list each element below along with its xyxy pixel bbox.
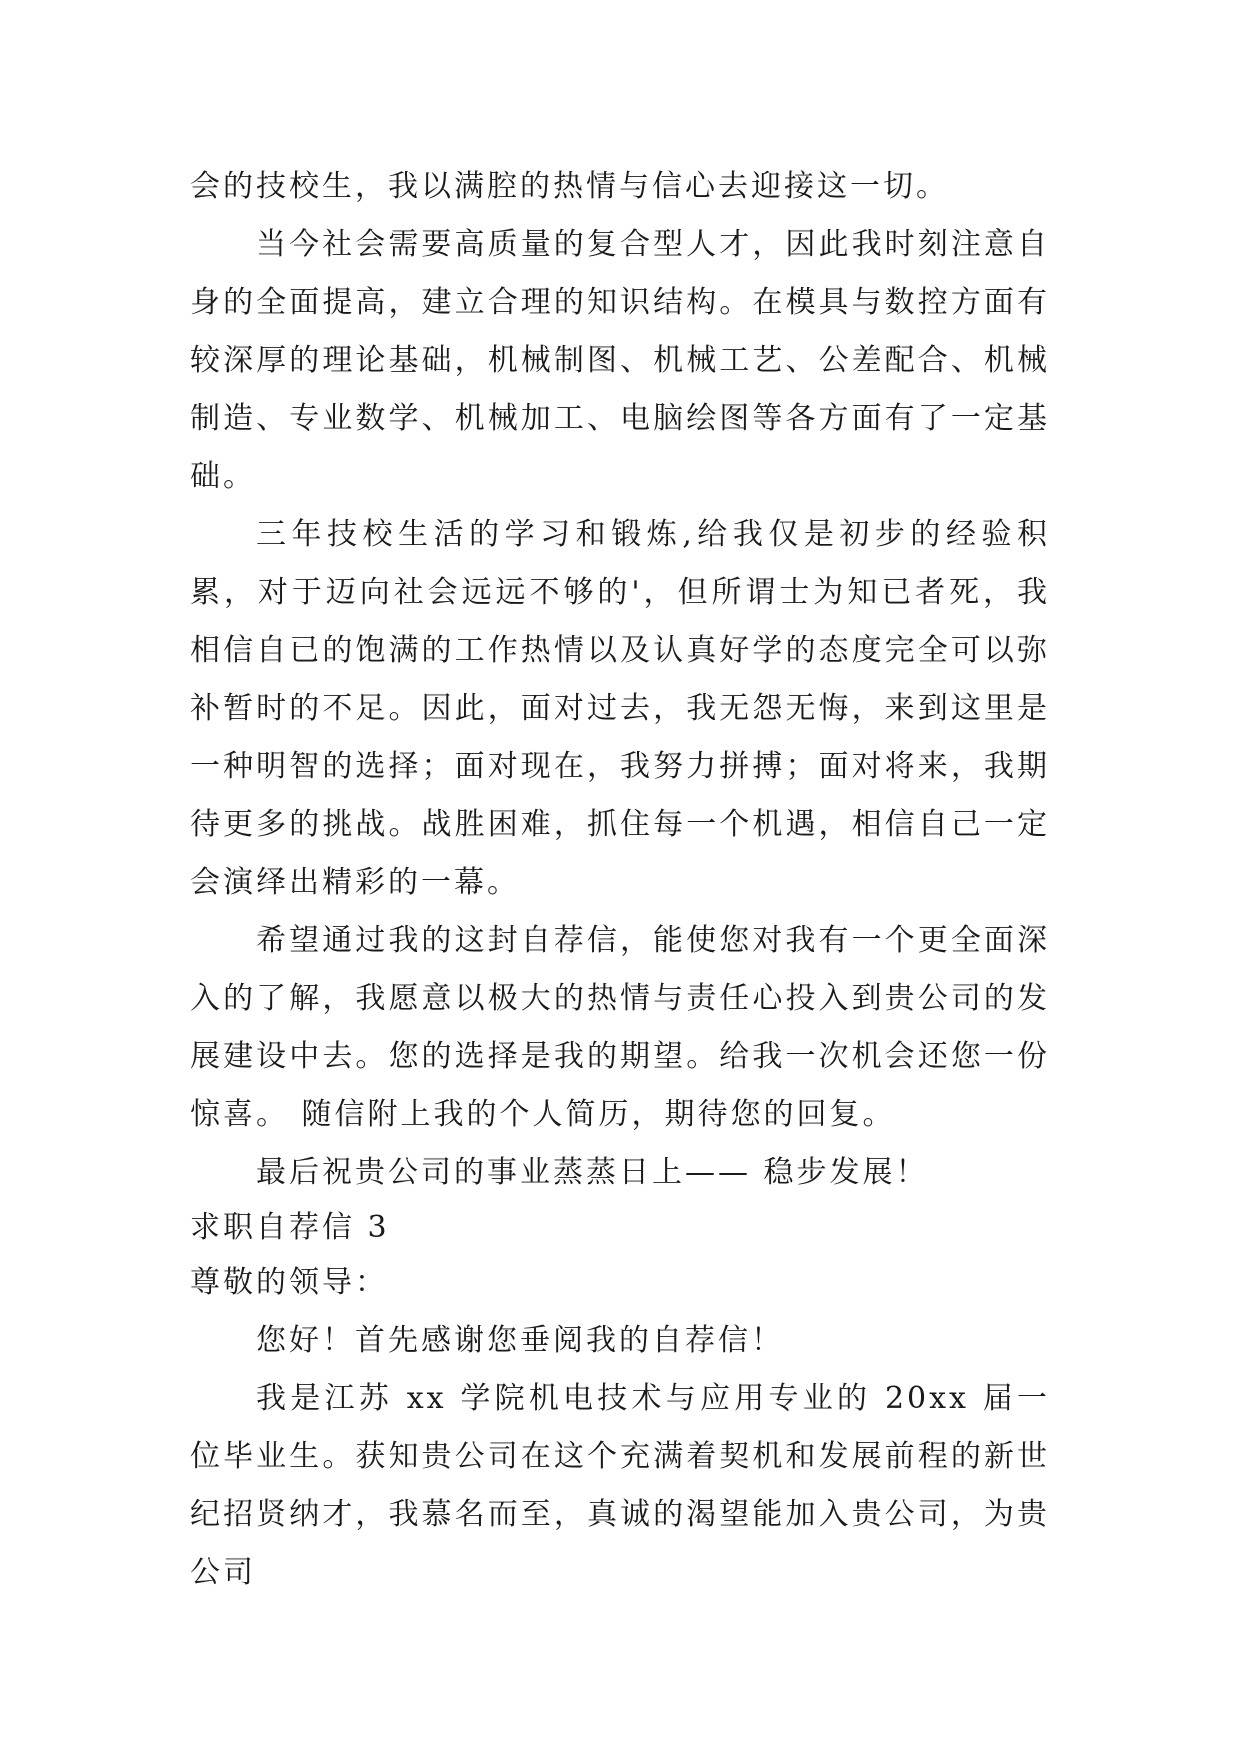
- paragraph-2: 当今社会需要高质量的复合型人才，因此我时刻注意自身的全面提高，建立合理的知识结构。在模具与数控方面有较深厚的理论基础，机械制图、机械工艺、公差配合、机械制造、专业数学、机械加工、电脑绘图等各方面有了一定基础。: [190, 227, 1050, 494]
- paragraph-5: 最后祝贵公司的事业蒸蒸日上—— 稳步发展！: [256, 1155, 929, 1190]
- paragraph-4: 希望通过我的这封自荐信，能使您对我有一个更全面深入的了解，我愿意以极大的热情与责任心投入到贵公司的发展建设中去。您的选择是我的期望。给我一次机会还您一份惊喜。 随信附上我的个人简历，期待您的回复。: [190, 923, 1050, 1132]
- salutation: 尊敬的领导：: [190, 1265, 388, 1300]
- letter-paragraph-2: 我是江苏 xx 学院机电技术与应用专业的 20xx 届一位毕业生。获知贵公司在这个充满着契机和发展前程的新世纪招贤纳才，我慕名而至，真诚的渴望能加入贵公司，为贵公司: [190, 1381, 1050, 1590]
- section-title: 求职自荐信 3: [190, 1210, 390, 1245]
- paragraph-3: 三年技校生活的学习和锻炼,给我仅是初步的经验积累，对于迈向社会远远不够的'，但所谓士为知已者死，我相信自已的饱满的工作热情以及认真好学的态度完全可以弥补暂时的不足。因此，面对过去，我无怨无悔，来到这里是一种明智的选择；面对现在，我努力拼搏；面对将来，我期待更多的挑战。战胜困难，抓住每一个机遇，相信自己一定会演绎出精彩的一幕。: [190, 517, 1050, 900]
- document-body: [190, 158, 1050, 1602]
- letter-paragraph-1: 您好！首先感谢您垂阅我的自荐信！: [256, 1323, 784, 1358]
- paragraph-1: 会的技校生，我以满腔的热情与信心去迎接这一切。: [190, 169, 949, 204]
